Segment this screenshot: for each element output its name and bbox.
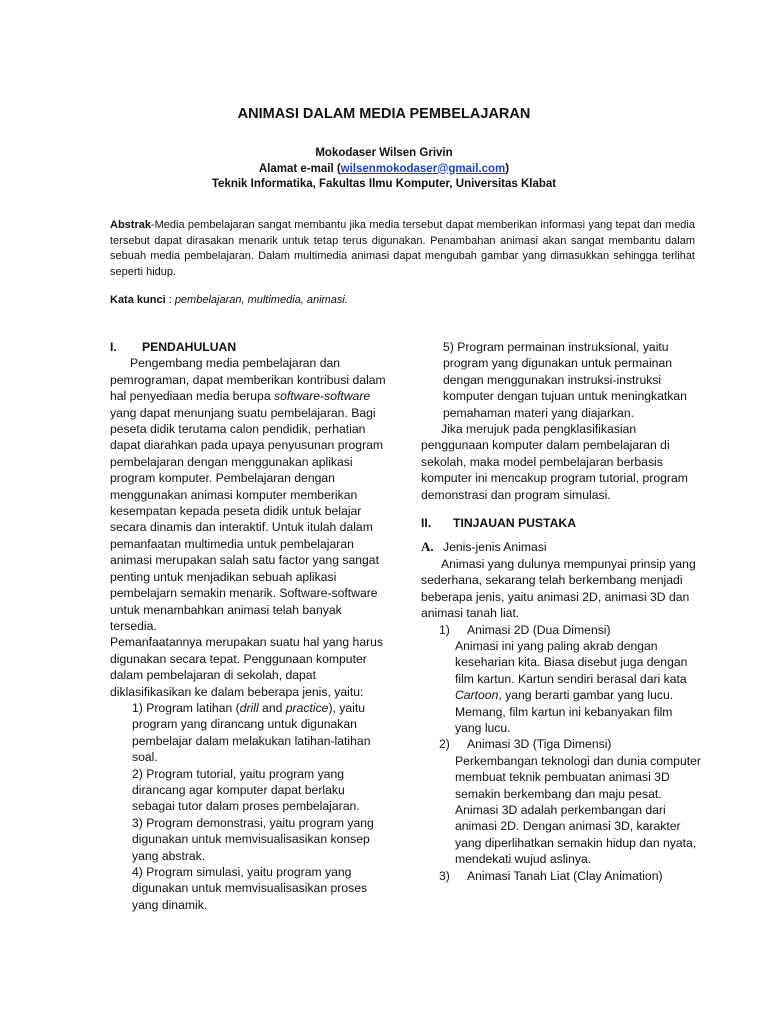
- text-run: 1) Program latihan (: [132, 700, 240, 715]
- author-email-line: [0, 162, 768, 178]
- abstract: [110, 218, 695, 280]
- list-body: [421, 638, 701, 736]
- email-suffix: ): [505, 162, 510, 175]
- text-run: Pengembang media pembelajaran dan pemrograman, dapat memberikan kontribusi dalam hal penyediaan media berupa: [110, 356, 386, 404]
- section-heading-1: [110, 339, 390, 355]
- subsection-heading: [421, 539, 701, 555]
- author-affiliation: Teknik Informatika, Fakultas Ilmu Komputer, Universitas Klabat: [211, 178, 557, 190]
- text-run: Animasi ini yang paling akrab dengan keseharian kita. Biasa disebut juga dengan film kartun. Kartun sendiri berasal dari kata: [455, 638, 688, 686]
- paragraph: Animasi yang dulunya mempunyai prinsip yang sederhana, sekarang telah berkembang menjadi beberapa jenis, yaitu animasi 2D, animasi 3D dan animasi tanah liat.: [421, 556, 696, 621]
- section-title: PENDAHULUAN: [142, 340, 237, 354]
- list-item: [110, 700, 390, 766]
- keywords: [110, 294, 695, 306]
- right-column: [421, 339, 701, 884]
- paragraph: [110, 355, 390, 634]
- text-run: , yang berarti gambar yang lucu. Memang, film kartun ini kebanyakan film yang lucu.: [455, 688, 674, 735]
- list-number: 3): [439, 868, 450, 883]
- text-italic: drill: [239, 700, 259, 715]
- section-heading-2: [421, 515, 701, 531]
- list-body: Perkembangan teknologi dan dunia computer membuat teknik pembuatan animasi 3D semakin berkembang dan maju pesat. Animasi 3D adalah perkembangan dari animasi 2D. Dengan animasi 3D, karakter yang diperlihatkan semakin hidup dan nyata, mendekati wujud aslinya.: [455, 753, 701, 867]
- keywords-text: pembelajaran, multimedia, animasi.: [174, 294, 348, 306]
- paragraph: Pemanfaatannya merupakan suatu hal yang harus digunakan secara tepat. Penggunaan komputer dalam pembelajaran di sekolah, dapat diklasifikasikan ke dalam beberapa jenis, yaitu:: [110, 635, 384, 699]
- paragraph: Jika merujuk pada pengklasifikasian penggunaan komputer dalam pembelajaran di sekolah, maka model pembelajaran berbasis komputer ini mencakup program tutorial, program demonstrasi dan program simulasi.: [421, 422, 688, 502]
- text-run: ), yaitu program yang dirancang untuk digunakan pembelajar dalam melakukan latihan-latihan soal.: [132, 700, 371, 765]
- list-title: Animasi 2D (Dua Dimensi): [467, 622, 611, 637]
- keywords-label: Kata kunci: [110, 294, 166, 306]
- text-italic: practice: [285, 700, 329, 715]
- numbered-heading: [421, 736, 701, 752]
- section-number: I.: [110, 340, 117, 354]
- list-item: 3) Program demonstrasi, yaitu program yang digunakan untuk memvisualisasikan konsep yang abstrak.: [132, 815, 374, 863]
- list-number: 2): [439, 737, 450, 752]
- author-block: [0, 146, 768, 193]
- list-title: Animasi Tanah Liat (Clay Animation): [467, 868, 663, 883]
- text-run: and: [258, 700, 286, 715]
- numbered-heading: [421, 868, 701, 884]
- numbered-heading: [421, 622, 701, 638]
- keywords-sep: :: [165, 294, 175, 306]
- list-number: 1): [439, 622, 450, 637]
- text-run: yang dapat menunjang suatu pembelajaran. Bagi peseta didik terutama calon pendidik, perhatian dapat diarahkan pada upaya penyusunan program pembelajaran dengan menggunakan aplikasi program komputer. Pembelajaran dengan menggunakan animasi komputer memberikan kesempatan kepada peseta didik untuk belajar secara dinamis dan interaktif. Untuk itulah dalam pemanfaatan multimedia untuk pembelajaran animasi merupakan salah satu factor yang sangat penting untuk menjadikan sebuah aplikasi pembelajarn semakin menarik. Software-software untuk menambahkan animasi telah banyak tersedia.: [110, 405, 384, 633]
- section-title: TINJAUAN PUSTAKA: [453, 516, 577, 531]
- list-title: Animasi 3D (Tiga Dimensi): [467, 737, 612, 752]
- email-link[interactable]: wilsenmokodaser@gmail.com: [340, 162, 506, 175]
- section-number: II.: [421, 516, 432, 531]
- text-italic: Cartoon: [455, 688, 499, 703]
- list-item: 4) Program simulasi, yaitu program yang digunakan untuk memvisualisasikan proses yang dinamik.: [132, 865, 368, 912]
- list-item: 2) Program tutorial, yaitu program yang dirancang agar komputer dapat berlaku sebagai tutor dalam proses pembelajaran.: [132, 766, 360, 814]
- author-name: Mokodaser Wilsen Grivin: [315, 147, 453, 159]
- left-column: [110, 339, 390, 913]
- list-item: 5) Program permainan instruksional, yaitu program yang digunakan untuk permainan dengan menggunakan instruksi-instruksi komputer dengan tujuan untuk meningkatkan pemahaman materi yang diajarkan.: [443, 340, 687, 420]
- abstract-text: -Media pembelajaran sangat membantu jika media tersebut dapat memberikan informasi yang tepat dan media tersebut dapat dirasakan menarik untuk tetap terus digunakan. Penambahan animasi akan sangat membantu dalam sebuah media pembelajaran. Dalam multimedia animasi dapat mengubah gambar yang dimasukkan sehingga terlihat seperti hidup.: [110, 219, 695, 278]
- abstract-label: Abstrak: [110, 219, 151, 231]
- subsection-title: Jenis-jenis Animasi: [443, 540, 547, 555]
- text-italic: software-software: [273, 389, 371, 404]
- paper-title: ANIMASI DALAM MEDIA PEMBELAJARAN: [237, 106, 531, 122]
- email-prefix: Alamat e-mail (: [258, 162, 341, 175]
- subsection-letter: A.: [421, 539, 434, 555]
